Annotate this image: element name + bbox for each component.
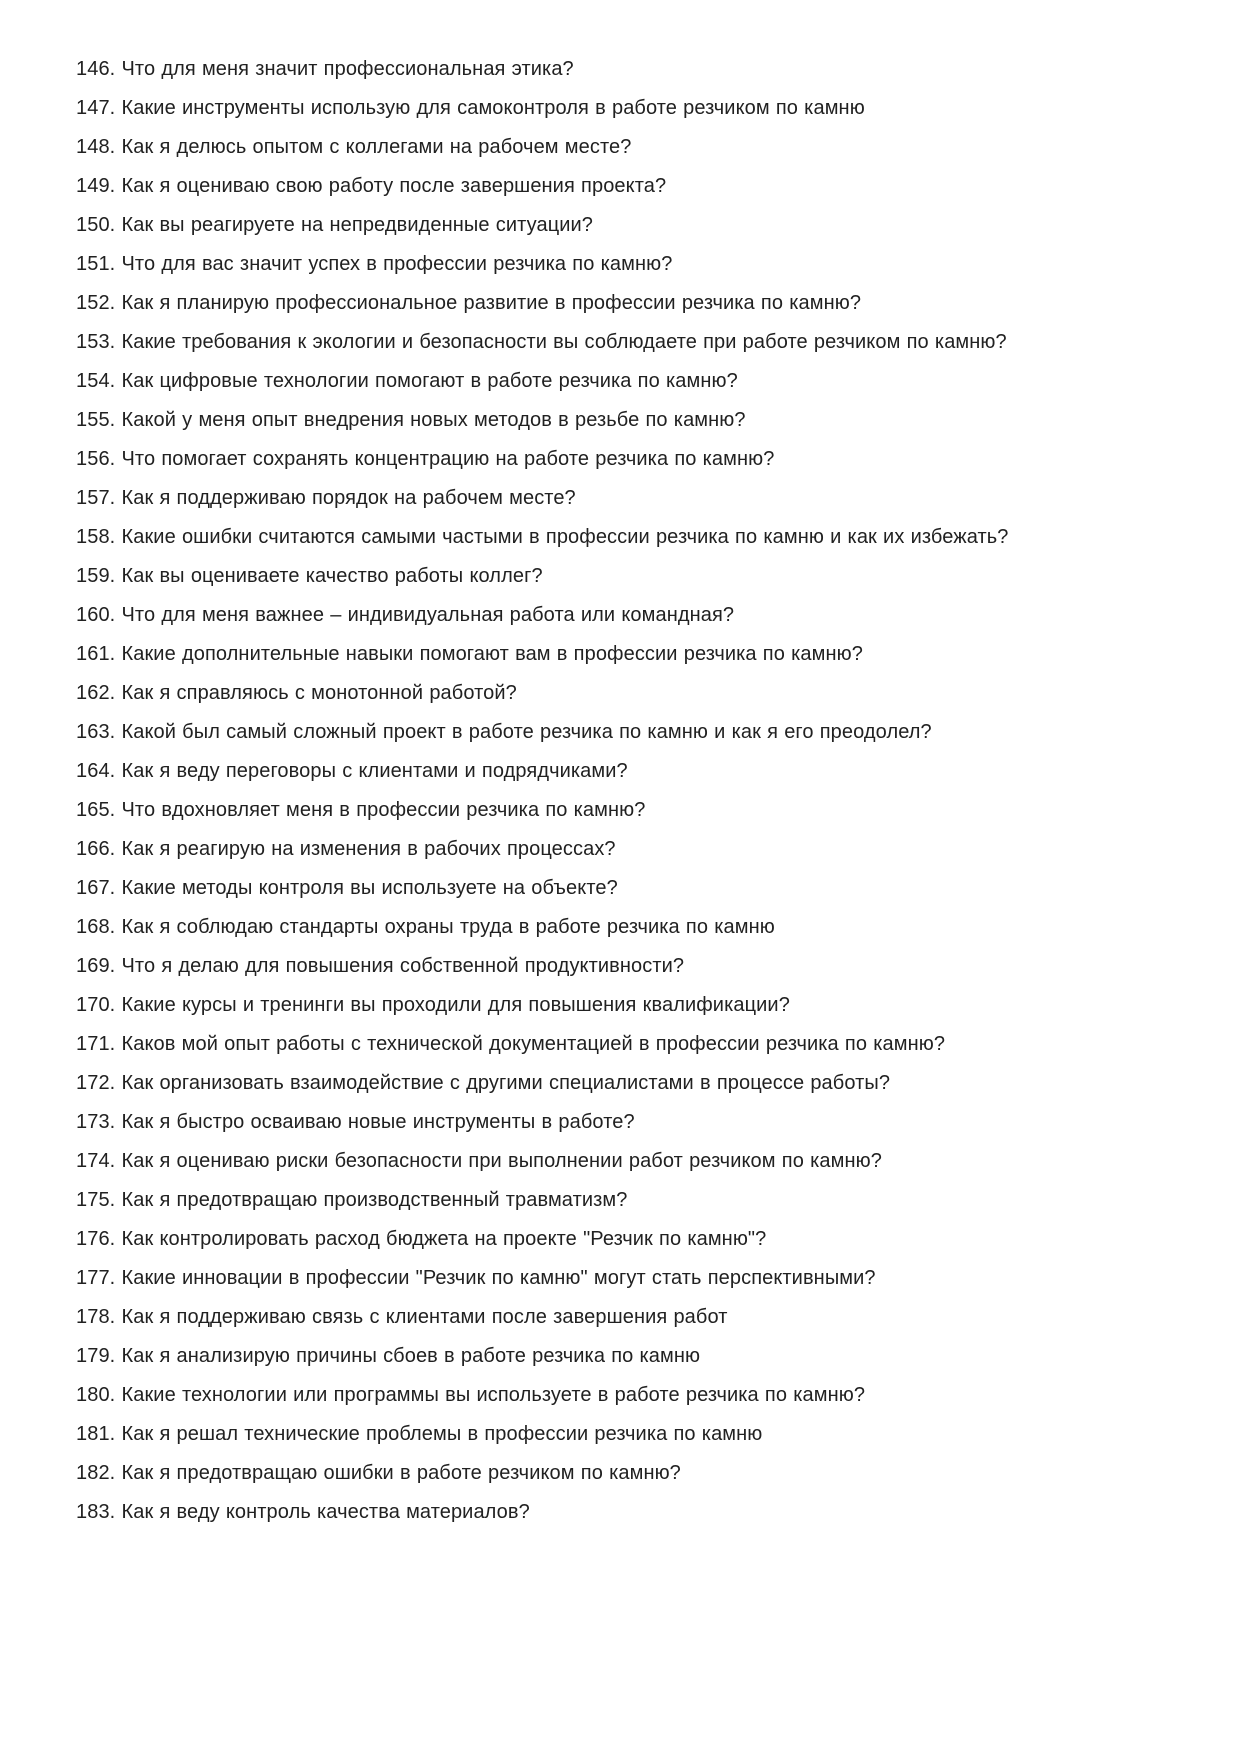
list-item: 159. Как вы оцениваете качество работы коллег?: [76, 565, 543, 587]
list-item: 175. Как я предотвращаю производственный травматизм?: [76, 1189, 628, 1211]
list-item: 147. Какие инструменты использую для самоконтроля в работе резчиком по камню: [76, 97, 865, 119]
list-item: 162. Как я справляюсь с монотонной работой?: [76, 682, 517, 704]
list-item: 153. Какие требования к экологии и безопасности вы соблюдаете при работе резчиком по камню?: [76, 331, 1007, 353]
list-item: 168. Как я соблюдаю стандарты охраны труда в работе резчика по камню: [76, 916, 775, 938]
list-item: 157. Как я поддерживаю порядок на рабочем месте?: [76, 487, 576, 509]
list-item: 155. Какой у меня опыт внедрения новых методов в резьбе по камню?: [76, 409, 746, 431]
list-item: 146. Что для меня значит профессиональная этика?: [76, 58, 574, 80]
list-item: 178. Как я поддерживаю связь с клиентами после завершения работ: [76, 1306, 728, 1328]
list-item: 149. Как я оцениваю свою работу после завершения проекта?: [76, 175, 667, 197]
list-item: 179. Как я анализирую причины сбоев в работе резчика по камню: [76, 1345, 701, 1367]
list-item: 171. Каков мой опыт работы с технической документацией в профессии резчика по камню?: [76, 1033, 946, 1055]
list-item: 160. Что для меня важнее – индивидуальная работа или командная?: [76, 604, 735, 626]
list-item: 156. Что помогает сохранять концентрацию на работе резчика по камню?: [76, 448, 775, 470]
question-list: [76, 50, 1061, 1532]
list-item: 181. Как я решал технические проблемы в профессии резчика по камню: [76, 1423, 763, 1445]
list-item: 177. Какие инновации в профессии "Резчик по камню" могут стать перспективными?: [76, 1267, 876, 1289]
list-item: 154. Как цифровые технологии помогают в работе резчика по камню?: [76, 370, 738, 392]
list-item: 164. Как я веду переговоры с клиентами и подрядчиками?: [76, 760, 628, 782]
list-item: 169. Что я делаю для повышения собственной продуктивности?: [76, 955, 685, 977]
list-item: 151. Что для вас значит успех в профессии резчика по камню?: [76, 253, 673, 275]
list-item: 158. Какие ошибки считаются самыми частыми в профессии резчика по камню и как их избежать?: [76, 526, 1009, 548]
list-item: 180. Какие технологии или программы вы используете в работе резчика по камню?: [76, 1384, 866, 1406]
list-item: 150. Как вы реагируете на непредвиденные ситуации?: [76, 214, 594, 236]
list-item: 166. Как я реагирую на изменения в рабочих процессах?: [76, 838, 616, 860]
list-item: 172. Как организовать взаимодействие с другими специалистами в процессе работы?: [76, 1072, 891, 1094]
list-item: 161. Какие дополнительные навыки помогают вам в профессии резчика по камню?: [76, 643, 863, 665]
list-item: 174. Как я оцениваю риски безопасности при выполнении работ резчиком по камню?: [76, 1150, 882, 1172]
list-item: 167. Какие методы контроля вы используете на объекте?: [76, 877, 618, 899]
list-item: 165. Что вдохновляет меня в профессии резчика по камню?: [76, 799, 646, 821]
list-item: 183. Как я веду контроль качества материалов?: [76, 1501, 530, 1523]
list-item: 163. Какой был самый сложный проект в работе резчика по камню и как я его преодолел?: [76, 721, 932, 743]
list-item: 173. Как я быстро осваиваю новые инструменты в работе?: [76, 1111, 635, 1133]
list-item: 182. Как я предотвращаю ошибки в работе резчиком по камню?: [76, 1462, 681, 1484]
list-item: 152. Как я планирую профессиональное развитие в профессии резчика по камню?: [76, 292, 862, 314]
list-item: 176. Как контролировать расход бюджета на проекте "Резчик по камню"?: [76, 1228, 767, 1250]
list-item: 170. Какие курсы и тренинги вы проходили для повышения квалификации?: [76, 994, 790, 1016]
list-item: 148. Как я делюсь опытом с коллегами на рабочем месте?: [76, 136, 632, 158]
